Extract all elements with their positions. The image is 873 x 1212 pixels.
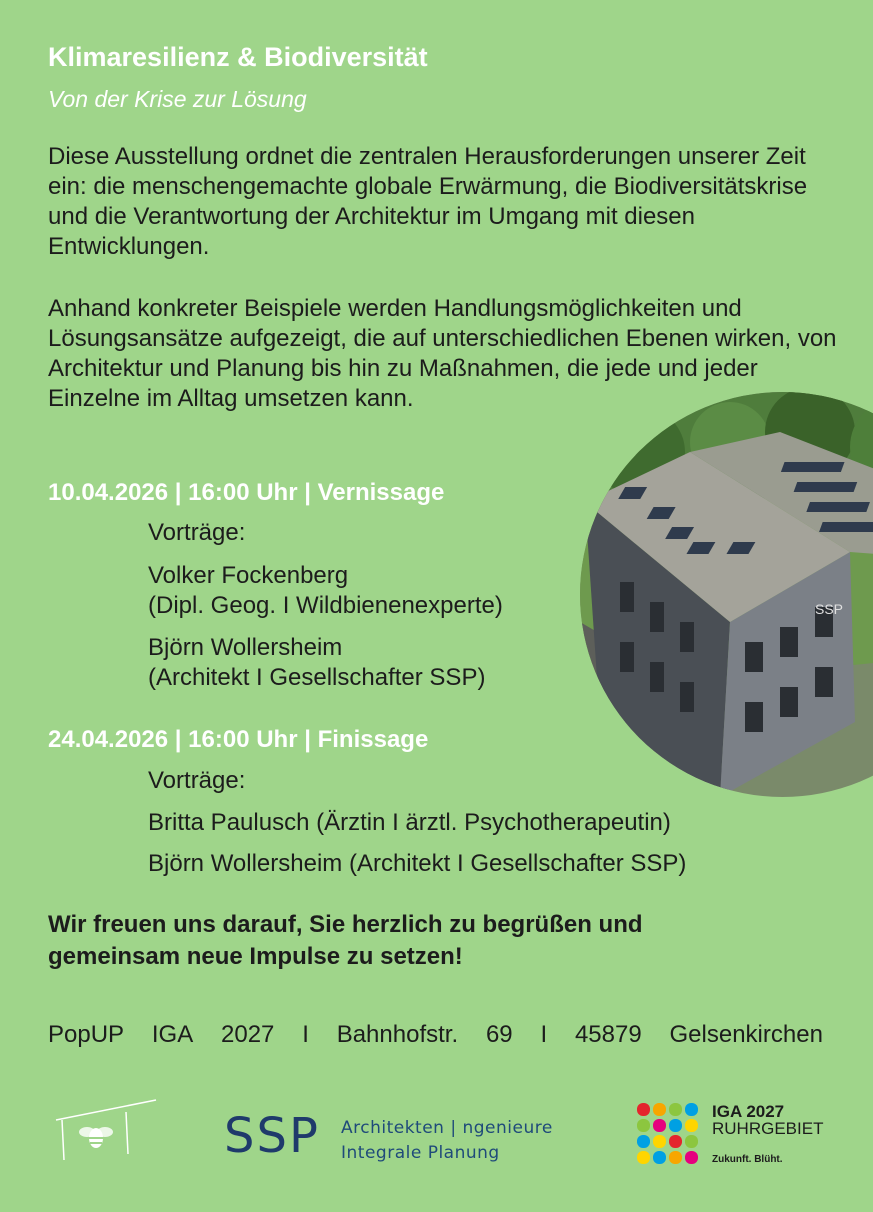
- ssp-logo: [224, 1108, 584, 1168]
- address-part: PopUP: [48, 1021, 125, 1048]
- page-title: Klimaresilienz & Biodiversität: [48, 42, 428, 72]
- address-line: [48, 1021, 823, 1049]
- address-part: 45879: [574, 1021, 642, 1048]
- iga-claim: Zukunft. Blüht.: [712, 1154, 783, 1165]
- building-photo: [580, 392, 873, 797]
- address-part: Bahnhofstr.: [336, 1021, 459, 1048]
- address-separator: I: [540, 1021, 548, 1048]
- closing-message: [48, 909, 643, 973]
- intro-paragraph-1: Diese Ausstellung ordnet die zentralen Herausforderungen unserer Zeit ein: die menschengemachte globale Erwärmung, die Biodiversitätskrise und die Verantwortung der Architektur im Umgang mit diesen Entwicklungen.: [48, 143, 808, 260]
- iga-flower-icon: [636, 1102, 700, 1166]
- event-1-speaker-1-role: (Dipl. Geog. I Wildbienenexperte): [148, 592, 503, 619]
- address-part: 2027: [221, 1021, 275, 1048]
- svg-text:SSP: SSP: [815, 601, 844, 617]
- event-2-speaker-2: Björn Wollersheim (Architekt I Gesellschafter SSP): [148, 850, 687, 877]
- ssp-tagline-1: Architekten | ngenieure: [341, 1118, 553, 1138]
- event-1-speaker-2-name: Björn Wollersheim: [148, 634, 343, 661]
- address-separator: I: [302, 1021, 309, 1048]
- event-1-heading: 10.04.2026 | 16:00 Uhr | Vernissage: [48, 479, 445, 506]
- event-2-speaker-1: Britta Paulusch (Ärztin I ärztl. Psychotherapeutin): [148, 809, 671, 836]
- event-1-speaker-2-role: (Architekt I Gesellschafter SSP): [148, 664, 486, 691]
- address-part: Gelsenkirchen: [669, 1021, 823, 1048]
- ssp-tagline-2: Integrale Planung: [341, 1143, 500, 1163]
- address-part: 69: [485, 1021, 513, 1048]
- iga-logo: [636, 1102, 846, 1170]
- event-2-heading: 24.04.2026 | 16:00 Uhr | Finissage: [48, 726, 429, 753]
- address-part: IGA: [151, 1021, 194, 1048]
- event-2-talks-label: Vorträge:: [148, 767, 246, 794]
- event-1-talks-label: Vorträge:: [148, 519, 246, 546]
- closing-line-1: Wir freuen uns darauf, Sie herzlich zu begrüßen und: [48, 911, 643, 938]
- ssp-wordmark: SSP: [224, 1108, 320, 1164]
- intro-paragraph-2: Anhand konkreter Beispiele werden Handlungsmöglichkeiten und Lösungsansätze aufgezeigt, die auf unterschiedlichen Ebenen wirken, von Architektur und Planung bis hin zu Maßnahmen, die jede und jeder Einzelne im Alltag umsetzen kann.: [48, 295, 837, 412]
- page-subtitle: Von der Krise zur Lösung: [48, 86, 307, 112]
- bee-icon: [79, 1127, 113, 1148]
- event-1-speaker-1-name: Volker Fockenberg: [148, 562, 349, 589]
- bee-logo: [52, 1098, 162, 1168]
- iga-title: IGA 2027: [712, 1102, 785, 1121]
- iga-region: RUHRGEBIET: [712, 1119, 824, 1138]
- closing-line-2: gemeinsam neue Impulse zu setzen!: [48, 943, 463, 970]
